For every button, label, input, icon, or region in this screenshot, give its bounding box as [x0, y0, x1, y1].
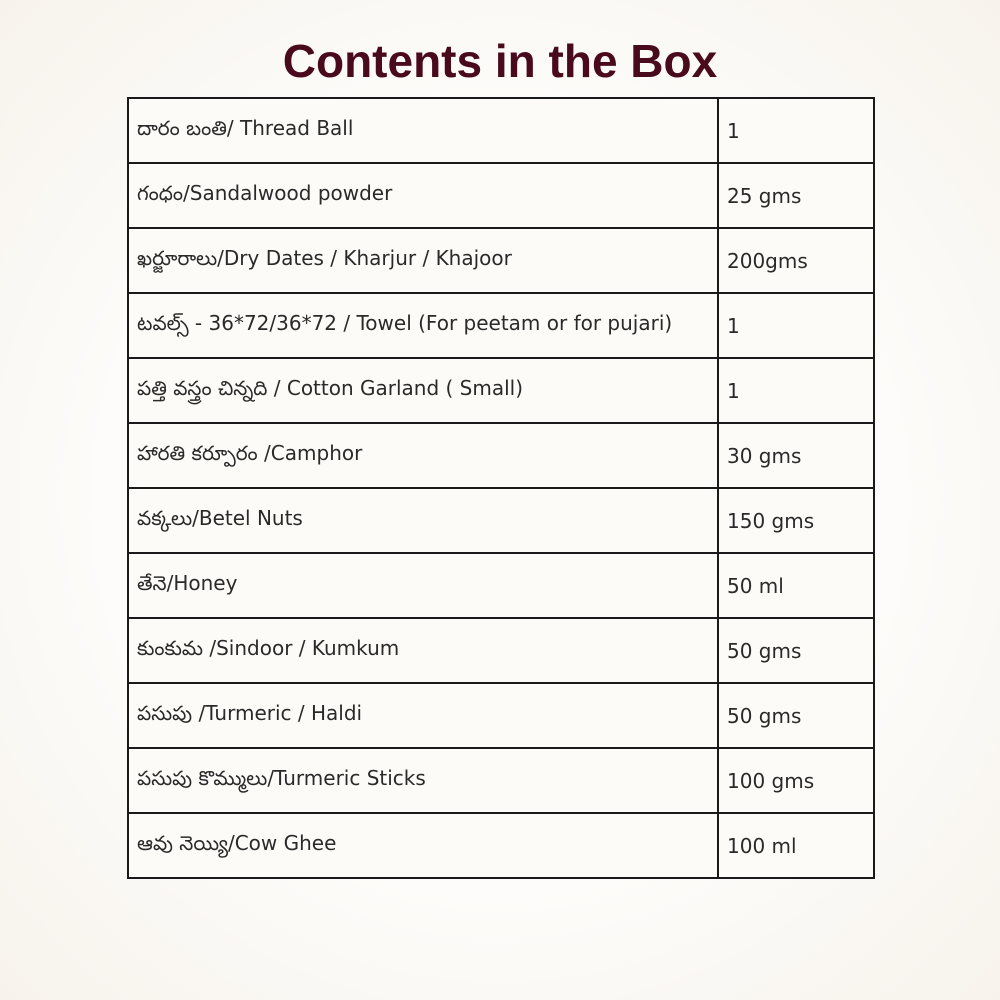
item-name: ఆవు నెయ్యి/Cow Ghee	[128, 813, 718, 878]
item-name: గంధం/Sandalwood powder	[128, 163, 718, 228]
item-quantity: 30 gms	[718, 423, 874, 488]
item-quantity: 50 ml	[718, 553, 874, 618]
item-name: పసుపు కొమ్ములు/Turmeric Sticks	[128, 748, 718, 813]
item-name: పసుపు /Turmeric / Haldi	[128, 683, 718, 748]
item-quantity: 1	[718, 98, 874, 163]
item-quantity: 1	[718, 293, 874, 358]
item-quantity: 150 gms	[718, 488, 874, 553]
table-row	[128, 423, 874, 488]
item-quantity: 100 gms	[718, 748, 874, 813]
item-name: టవల్స్ - 36*72/36*72 / Towel (For peetam or for pujari)	[128, 293, 718, 358]
item-name: ఖర్జూరాలు/Dry Dates / Kharjur / Khajoor	[128, 228, 718, 293]
table-row	[128, 163, 874, 228]
item-quantity: 25 gms	[718, 163, 874, 228]
table-row	[128, 748, 874, 813]
table-row	[128, 98, 874, 163]
item-name: తేనె/Honey	[128, 553, 718, 618]
table-row	[128, 813, 874, 878]
table-row	[128, 228, 874, 293]
table-row	[128, 683, 874, 748]
contents-table-body	[128, 98, 874, 878]
item-quantity: 1	[718, 358, 874, 423]
item-quantity: 50 gms	[718, 618, 874, 683]
page-title: Contents in the Box	[282, 35, 718, 87]
item-name: హారతి కర్పూరం /Camphor	[128, 423, 718, 488]
table-row	[128, 358, 874, 423]
table-row	[128, 618, 874, 683]
table-row	[128, 293, 874, 358]
item-quantity: 50 gms	[718, 683, 874, 748]
item-quantity: 200gms	[718, 228, 874, 293]
contents-table	[127, 97, 875, 879]
table-row	[128, 553, 874, 618]
item-quantity: 100 ml	[718, 813, 874, 878]
item-name: కుంకుమ /Sindoor / Kumkum	[128, 618, 718, 683]
item-name: పత్తి వస్త్రం చిన్నది / Cotton Garland ( Small)	[128, 358, 718, 423]
item-name: వక్కలు/Betel Nuts	[128, 488, 718, 553]
item-name: దారం బంతి/ Thread Ball	[128, 98, 718, 163]
table-row	[128, 488, 874, 553]
